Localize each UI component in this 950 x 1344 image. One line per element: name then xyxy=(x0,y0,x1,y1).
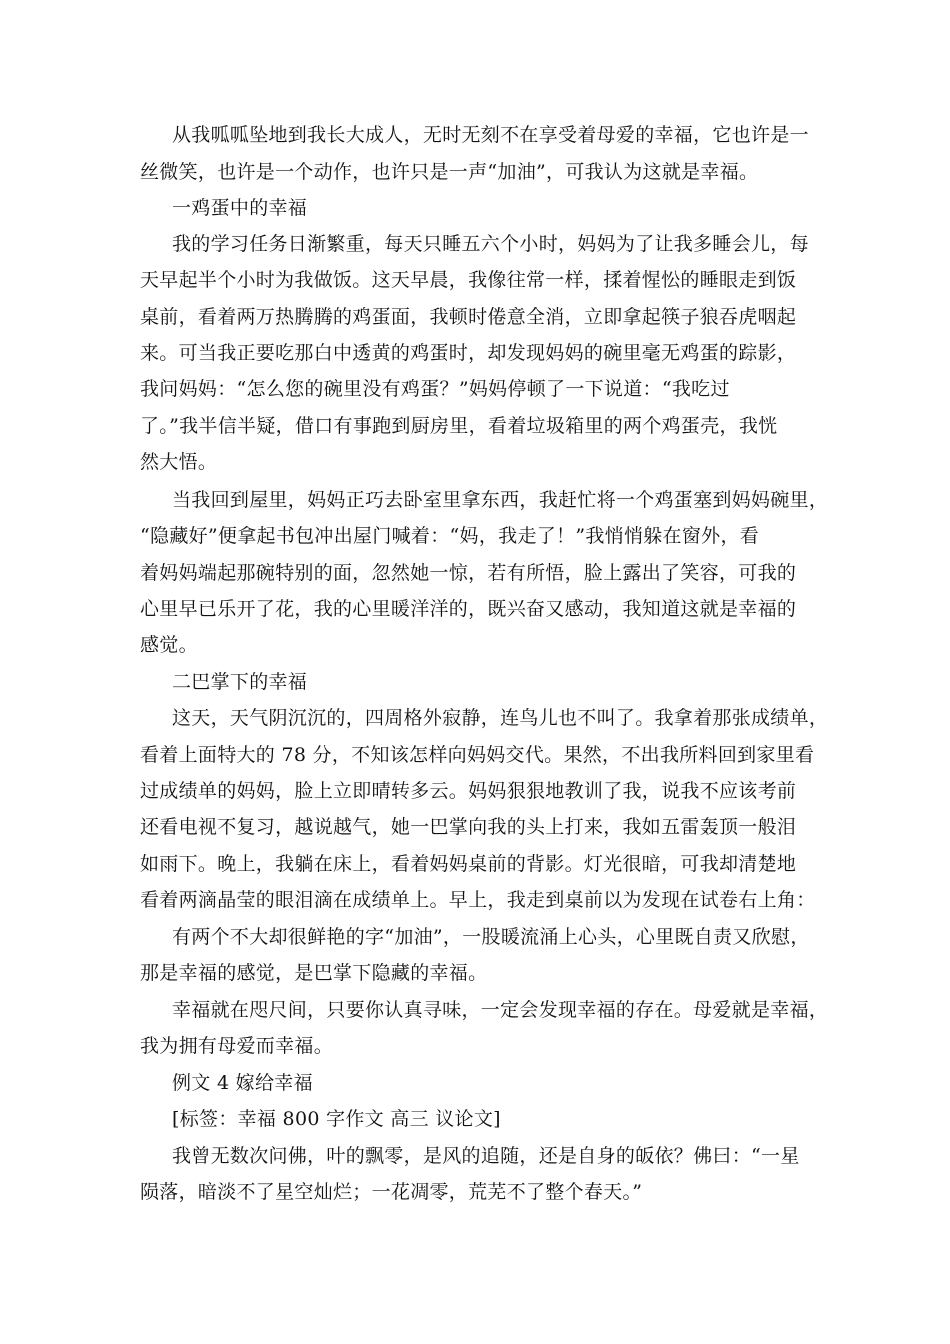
text-line: 桌前，看着两万热腾腾的鸡蛋面，我顿时倦意全消，立即拿起筷子狼吞虎咽起 xyxy=(140,306,797,328)
text-line: 从我呱呱坠地到我长大成人，无时无刻不在享受着母爱的幸福，它也许是一 xyxy=(172,124,809,146)
text-line: 过成绩单的妈妈，脸上立即晴转多云。妈妈狠狠地教训了我，说我不应该考前 xyxy=(140,780,797,802)
text-line: 看着上面特大的 78 分，不知该怎样向妈妈交代。果然，不出我所料回到家里看 xyxy=(140,744,815,766)
text-line: 当我回到屋里，妈妈正巧去卧室里拿东西，我赶忙将一个鸡蛋塞到妈妈碗里， xyxy=(172,489,829,511)
text-line: 着妈妈端起那碗特别的面，忽然她一惊，若有所悟，脸上露出了笑容，可我的 xyxy=(140,562,797,584)
text-line: 还看电视不复习，越说越气，她一巴掌向我的头上打来，我如五雷轰顶一般泪 xyxy=(140,816,797,838)
text-line: 我问妈妈：“怎么您的碗里没有鸡蛋？”妈妈停顿了一下说道：“我吃过 xyxy=(140,378,730,400)
section-heading: 一鸡蛋中的幸福 xyxy=(172,197,308,219)
text-line: 心里早已乐开了花，我的心里暖洋洋的，既兴奋又感动，我知道这就是幸福的 xyxy=(140,598,797,620)
text-line: 看着两滴晶莹的眼泪滴在成绩单上。早上，我走到桌前以为发现在试卷右上角： xyxy=(140,889,816,911)
text-line: 有两个不大却很鲜艳的字“加油”，一股暖流涌上心头，心里既自责又欣慰， xyxy=(172,926,810,948)
section-heading: 二巴掌下的幸福 xyxy=(172,671,308,693)
text-line: 这天，天气阴沉沉的，四周格外寂静，连鸟儿也不叫了。我拿着那张成绩单， xyxy=(172,707,829,729)
tags-line: [标签：幸福 800 字作文 高三 议论文] xyxy=(172,1108,501,1130)
text-line: 我为拥有母爱而幸福。 xyxy=(140,1035,334,1057)
text-line: 如雨下。晚上，我躺在床上，看着妈妈桌前的背影。灯光很暗，可我却清楚地 xyxy=(140,853,797,875)
text-line: 幸福就在咫尺间，只要你认真寻味，一定会发现幸福的存在。母爱就是幸福， xyxy=(172,999,829,1021)
text-line: 我的学习任务日渐繁重，每天只睡五六个小时，妈妈为了让我多睡会儿，每 xyxy=(172,233,809,255)
example-title: 例文 4 嫁给幸福 xyxy=(172,1072,313,1094)
text-line: 丝微笑，也许是一个动作，也许只是一声“加油”，可我认为这就是幸福。 xyxy=(140,161,759,183)
text-line: 了。”我半信半疑，借口有事跑到厨房里，看着垃圾箱里的两个鸡蛋壳，我恍 xyxy=(140,415,778,437)
text-line: 陨落，暗淡不了星空灿烂；一花凋零，荒芜不了整个春天。” xyxy=(140,1181,643,1203)
text-line: 然大悟。 xyxy=(140,451,218,473)
text-line: 来。可当我正要吃那白中透黄的鸡蛋时，却发现妈妈的碗里毫无鸡蛋的踪影， xyxy=(140,342,797,364)
text-line: 天早起半个小时为我做饭。这天早晨，我像往常一样，揉着惺忪的睡眼走到饭 xyxy=(140,269,797,291)
text-line: “隐藏好”便拿起书包冲出屋门喊着：“妈，我走了！”我悄悄躲在窗外，看 xyxy=(140,525,760,547)
text-line: 我曾无数次问佛，叶的飘零，是风的追随，还是自身的皈依？佛曰：“一星 xyxy=(172,1145,800,1167)
text-line: 那是幸福的感觉，是巴掌下隐藏的幸福。 xyxy=(140,962,488,984)
text-line: 感觉。 xyxy=(140,634,198,656)
